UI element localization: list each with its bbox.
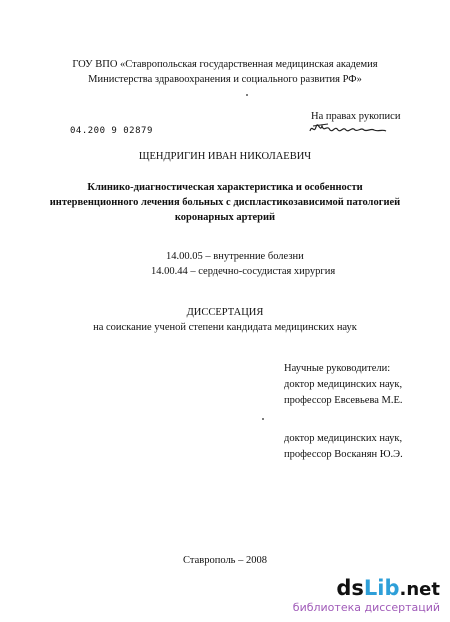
- watermark-brand: [293, 577, 440, 601]
- scan-speck: [262, 418, 264, 420]
- author-name: ЩЕНДРИГИН ИВАН НИКОЛАЕВИЧ: [138, 151, 312, 162]
- supervisors-label: Научные руководители:: [284, 363, 391, 374]
- dslib-watermark: [293, 577, 440, 614]
- watermark-subtitle: библиотека диссертаций: [292, 601, 440, 614]
- supervisor-1-degree: доктор медицинских наук,: [284, 379, 403, 390]
- degree-line: на соискание ученой степени кандидата медицинских наук: [93, 322, 357, 333]
- institution-line-2: Министерства здравоохранения и социального развития РФ»: [88, 74, 362, 85]
- institution-line-1: ГОУ ВПО «Ставропольская государственная медицинская академия: [72, 59, 378, 70]
- signature-image: [308, 121, 388, 142]
- supervisor-2-name: профессор Восканян Ю.Э.: [284, 449, 403, 460]
- specialty-2: 14.00.44 – сердечно-сосудистая хирургия: [151, 266, 336, 277]
- title-line-2: интервенционного лечения больных с диспластикозависимой патологией: [49, 197, 401, 208]
- archive-code: 04.200 9 02879: [70, 126, 153, 136]
- handwritten-signature: [308, 121, 388, 137]
- watermark-ds: ds: [336, 576, 364, 600]
- supervisor-2-degree: доктор медицинских наук,: [284, 433, 403, 444]
- rights-note: На правах рукописи: [311, 111, 401, 122]
- specialty-1: 14.00.05 – внутренние болезни: [166, 251, 304, 262]
- scan-speck: [246, 94, 248, 96]
- title-line-1: Клинико-диагностическая характеристика и особенности: [87, 182, 363, 193]
- document-type: ДИССЕРТАЦИЯ: [186, 307, 264, 318]
- supervisor-1-name: профессор Евсевьева М.Е.: [284, 395, 403, 406]
- title-line-3: коронарных артерий: [174, 212, 276, 223]
- city-year: Ставрополь – 2008: [183, 555, 267, 566]
- watermark-lib: Lib: [363, 576, 400, 600]
- watermark-net: .net: [399, 579, 440, 600]
